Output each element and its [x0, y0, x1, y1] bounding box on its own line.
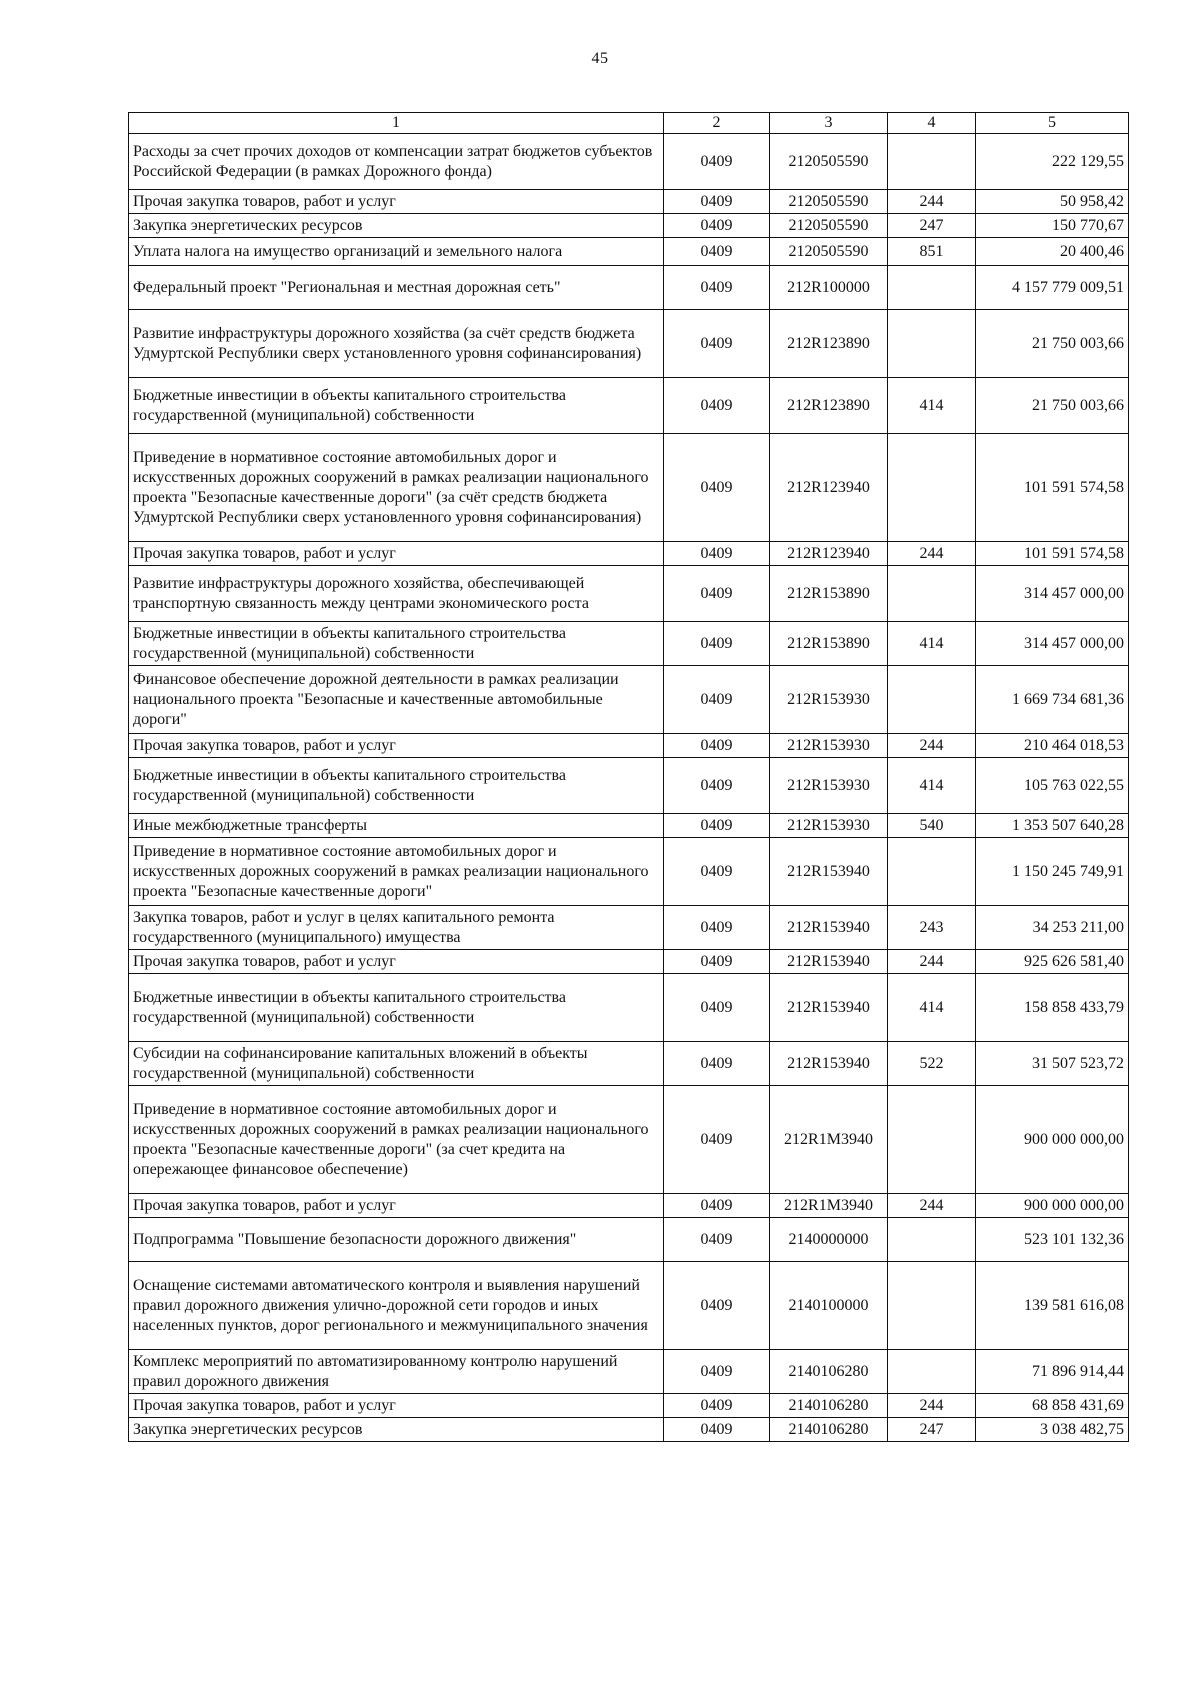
- row-target-code: 2140100000: [770, 1262, 888, 1350]
- table-row: [129, 906, 1129, 950]
- row-target-code: 212R123940: [770, 434, 888, 542]
- row-section-code: 0409: [664, 434, 770, 542]
- column-header: 3: [770, 113, 888, 134]
- row-expense-type: 414: [888, 622, 976, 666]
- row-section-code: 0409: [664, 1218, 770, 1262]
- row-amount: 21 750 003,66: [976, 310, 1129, 378]
- row-amount: 1 150 245 749,91: [976, 838, 1129, 906]
- row-amount: 210 464 018,53: [976, 734, 1129, 758]
- row-section-code: 0409: [664, 190, 770, 214]
- row-expense-type: 414: [888, 974, 976, 1042]
- row-expense-type: 414: [888, 758, 976, 814]
- table-row: [129, 266, 1129, 310]
- row-name: Бюджетные инвестиции в объекты капитального строительства государственной (муниципальной) собственности: [129, 622, 664, 666]
- row-expense-type: [888, 1350, 976, 1394]
- row-amount: 101 591 574,58: [976, 542, 1129, 566]
- row-amount: 900 000 000,00: [976, 1086, 1129, 1194]
- row-name: Оснащение системами автоматического контроля и выявления нарушений правил дорожного движения улично-дорожной сети городов и иных населенных пунктов, дорог регионального и межмуниципального значения: [129, 1262, 664, 1350]
- table-row: [129, 814, 1129, 838]
- row-section-code: 0409: [664, 542, 770, 566]
- row-amount: 158 858 433,79: [976, 974, 1129, 1042]
- row-amount: 34 253 211,00: [976, 906, 1129, 950]
- table-row: [129, 1262, 1129, 1350]
- row-expense-type: 414: [888, 378, 976, 434]
- row-target-code: 2140000000: [770, 1218, 888, 1262]
- row-target-code: 2120505590: [770, 134, 888, 190]
- row-target-code: 212R100000: [770, 266, 888, 310]
- page-number: 45: [591, 50, 609, 67]
- row-amount: 900 000 000,00: [976, 1194, 1129, 1218]
- row-expense-type: 540: [888, 814, 976, 838]
- row-section-code: 0409: [664, 1194, 770, 1218]
- row-amount: 139 581 616,08: [976, 1262, 1129, 1350]
- row-name: Закупка энергетических ресурсов: [129, 1418, 664, 1442]
- row-expense-type: 244: [888, 1194, 976, 1218]
- row-target-code: 2120505590: [770, 238, 888, 266]
- row-name: Бюджетные инвестиции в объекты капитального строительства государственной (муниципальной) собственности: [129, 974, 664, 1042]
- row-section-code: 0409: [664, 1394, 770, 1418]
- row-section-code: 0409: [664, 310, 770, 378]
- table-row: [129, 734, 1129, 758]
- row-target-code: 212R1M3940: [770, 1086, 888, 1194]
- column-header: 2: [664, 113, 770, 134]
- row-section-code: 0409: [664, 974, 770, 1042]
- row-name: Комплекс мероприятий по автоматизированному контролю нарушений правил дорожного движения: [129, 1350, 664, 1394]
- row-name: Финансовое обеспечение дорожной деятельности в рамках реализации национального проекта "Безопасные и качественные автомобильные дороги": [129, 666, 664, 734]
- row-amount: 101 591 574,58: [976, 434, 1129, 542]
- row-section-code: 0409: [664, 1418, 770, 1442]
- table-row: [129, 974, 1129, 1042]
- row-section-code: 0409: [664, 266, 770, 310]
- row-name: Закупка товаров, работ и услуг в целях капитального ремонта государственного (муниципального) имущества: [129, 906, 664, 950]
- row-amount: 105 763 022,55: [976, 758, 1129, 814]
- row-expense-type: [888, 1086, 976, 1194]
- row-expense-type: 244: [888, 190, 976, 214]
- table-row: [129, 238, 1129, 266]
- row-target-code: 212R123940: [770, 542, 888, 566]
- row-target-code: 212R123890: [770, 378, 888, 434]
- table-row: [129, 542, 1129, 566]
- row-name: Прочая закупка товаров, работ и услуг: [129, 190, 664, 214]
- row-name: Приведение в нормативное состояние автомобильных дорог и искусственных дорожных сооружений в рамках реализации национального проекта "Безопасные качественные дороги": [129, 838, 664, 906]
- row-amount: 1 353 507 640,28: [976, 814, 1129, 838]
- row-expense-type: [888, 666, 976, 734]
- table-row: [129, 190, 1129, 214]
- row-section-code: 0409: [664, 1262, 770, 1350]
- row-expense-type: 247: [888, 1418, 976, 1442]
- row-target-code: 2140106280: [770, 1418, 888, 1442]
- row-expense-type: [888, 1262, 976, 1350]
- table-row: [129, 1418, 1129, 1442]
- row-section-code: 0409: [664, 906, 770, 950]
- row-section-code: 0409: [664, 1350, 770, 1394]
- row-target-code: 212R123890: [770, 310, 888, 378]
- table-row: [129, 1042, 1129, 1086]
- row-amount: 1 669 734 681,36: [976, 666, 1129, 734]
- row-amount: 20 400,46: [976, 238, 1129, 266]
- row-target-code: 212R153940: [770, 974, 888, 1042]
- row-target-code: 212R153930: [770, 666, 888, 734]
- row-expense-type: [888, 310, 976, 378]
- row-section-code: 0409: [664, 214, 770, 238]
- table-row: [129, 214, 1129, 238]
- table-row: [129, 310, 1129, 378]
- row-amount: 68 858 431,69: [976, 1394, 1129, 1418]
- row-expense-type: 522: [888, 1042, 976, 1086]
- row-expense-type: [888, 1218, 976, 1262]
- row-amount: 222 129,55: [976, 134, 1129, 190]
- column-header: 1: [129, 113, 664, 134]
- row-target-code: 212R153890: [770, 566, 888, 622]
- row-expense-type: 244: [888, 1394, 976, 1418]
- table-row: [129, 838, 1129, 906]
- table-row: [129, 1086, 1129, 1194]
- table-row: [129, 1350, 1129, 1394]
- row-target-code: 212R153930: [770, 758, 888, 814]
- table-row: [129, 378, 1129, 434]
- table-row: [129, 1218, 1129, 1262]
- table-row: [129, 622, 1129, 666]
- row-amount: 925 626 581,40: [976, 950, 1129, 974]
- row-name: Субсидии на софинансирование капитальных вложений в объекты государственной (муниципальной) собственности: [129, 1042, 664, 1086]
- row-target-code: 212R153940: [770, 950, 888, 974]
- row-name: Федеральный проект "Региональная и местная дорожная сеть": [129, 266, 664, 310]
- row-name: Расходы за счет прочих доходов от компенсации затрат бюджетов субъектов Российской Федерации (в рамках Дорожного фонда): [129, 134, 664, 190]
- table-row: [129, 1194, 1129, 1218]
- row-amount: 21 750 003,66: [976, 378, 1129, 434]
- row-section-code: 0409: [664, 838, 770, 906]
- row-expense-type: [888, 134, 976, 190]
- row-expense-type: 244: [888, 950, 976, 974]
- column-header: 4: [888, 113, 976, 134]
- table-row: [129, 566, 1129, 622]
- table-row: [129, 666, 1129, 734]
- row-target-code: 212R1M3940: [770, 1194, 888, 1218]
- row-section-code: 0409: [664, 622, 770, 666]
- table-row: [129, 1394, 1129, 1418]
- row-section-code: 0409: [664, 950, 770, 974]
- row-target-code: 212R153940: [770, 838, 888, 906]
- table-row: [129, 758, 1129, 814]
- budget-table: [128, 112, 1129, 1442]
- row-amount: 4 157 779 009,51: [976, 266, 1129, 310]
- row-name: Подпрограмма "Повышение безопасности дорожного движения": [129, 1218, 664, 1262]
- row-amount: 71 896 914,44: [976, 1350, 1129, 1394]
- row-target-code: 2140106280: [770, 1350, 888, 1394]
- row-expense-type: [888, 838, 976, 906]
- table-header-row: [129, 113, 1129, 134]
- row-section-code: 0409: [664, 1086, 770, 1194]
- row-name: Прочая закупка товаров, работ и услуг: [129, 1394, 664, 1418]
- row-name: Иные межбюджетные трансферты: [129, 814, 664, 838]
- row-name: Уплата налога на имущество организаций и земельного налога: [129, 238, 664, 266]
- row-amount: 50 958,42: [976, 190, 1129, 214]
- row-name: Бюджетные инвестиции в объекты капитального строительства государственной (муниципальной) собственности: [129, 378, 664, 434]
- row-section-code: 0409: [664, 758, 770, 814]
- column-header: 5: [976, 113, 1129, 134]
- table-body: [129, 134, 1129, 1442]
- row-amount: 523 101 132,36: [976, 1218, 1129, 1262]
- row-name: Приведение в нормативное состояние автомобильных дорог и искусственных дорожных сооружений в рамках реализации национального проекта "Безопасные качественные дороги" (за счет кредита на опережающее финансовое обеспечение): [129, 1086, 664, 1194]
- row-target-code: 212R153930: [770, 734, 888, 758]
- row-target-code: 2120505590: [770, 190, 888, 214]
- table-row: [129, 134, 1129, 190]
- table-row: [129, 950, 1129, 974]
- row-section-code: 0409: [664, 1042, 770, 1086]
- row-expense-type: 244: [888, 542, 976, 566]
- row-section-code: 0409: [664, 134, 770, 190]
- table-row: [129, 434, 1129, 542]
- row-expense-type: 851: [888, 238, 976, 266]
- row-target-code: 2120505590: [770, 214, 888, 238]
- row-target-code: 212R153940: [770, 1042, 888, 1086]
- row-amount: 150 770,67: [976, 214, 1129, 238]
- row-name: Приведение в нормативное состояние автомобильных дорог и искусственных дорожных сооружений в рамках реализации национального проекта "Безопасные качественные дороги" (за счёт средств бюджета Удмуртской Республики сверх установленного уровня софинансирования): [129, 434, 664, 542]
- row-target-code: 212R153930: [770, 814, 888, 838]
- row-expense-type: [888, 266, 976, 310]
- row-amount: 314 457 000,00: [976, 566, 1129, 622]
- row-section-code: 0409: [664, 566, 770, 622]
- row-target-code: 212R153890: [770, 622, 888, 666]
- row-name: Прочая закупка товаров, работ и услуг: [129, 1194, 664, 1218]
- row-name: Прочая закупка товаров, работ и услуг: [129, 542, 664, 566]
- row-amount: 314 457 000,00: [976, 622, 1129, 666]
- row-expense-type: 244: [888, 734, 976, 758]
- row-amount: 3 038 482,75: [976, 1418, 1129, 1442]
- row-section-code: 0409: [664, 734, 770, 758]
- row-expense-type: 243: [888, 906, 976, 950]
- row-name: Развитие инфраструктуры дорожного хозяйства (за счёт средств бюджета Удмуртской Республики сверх установленного уровня софинансирования): [129, 310, 664, 378]
- row-expense-type: [888, 566, 976, 622]
- row-name: Прочая закупка товаров, работ и услуг: [129, 950, 664, 974]
- row-name: Развитие инфраструктуры дорожного хозяйства, обеспечивающей транспортную связанность между центрами экономического роста: [129, 566, 664, 622]
- row-section-code: 0409: [664, 666, 770, 734]
- row-expense-type: [888, 434, 976, 542]
- row-target-code: 2140106280: [770, 1394, 888, 1418]
- row-target-code: 212R153940: [770, 906, 888, 950]
- row-section-code: 0409: [664, 814, 770, 838]
- row-name: Закупка энергетических ресурсов: [129, 214, 664, 238]
- row-section-code: 0409: [664, 378, 770, 434]
- row-amount: 31 507 523,72: [976, 1042, 1129, 1086]
- row-name: Бюджетные инвестиции в объекты капитального строительства государственной (муниципальной) собственности: [129, 758, 664, 814]
- row-section-code: 0409: [664, 238, 770, 266]
- row-expense-type: 247: [888, 214, 976, 238]
- row-name: Прочая закупка товаров, работ и услуг: [129, 734, 664, 758]
